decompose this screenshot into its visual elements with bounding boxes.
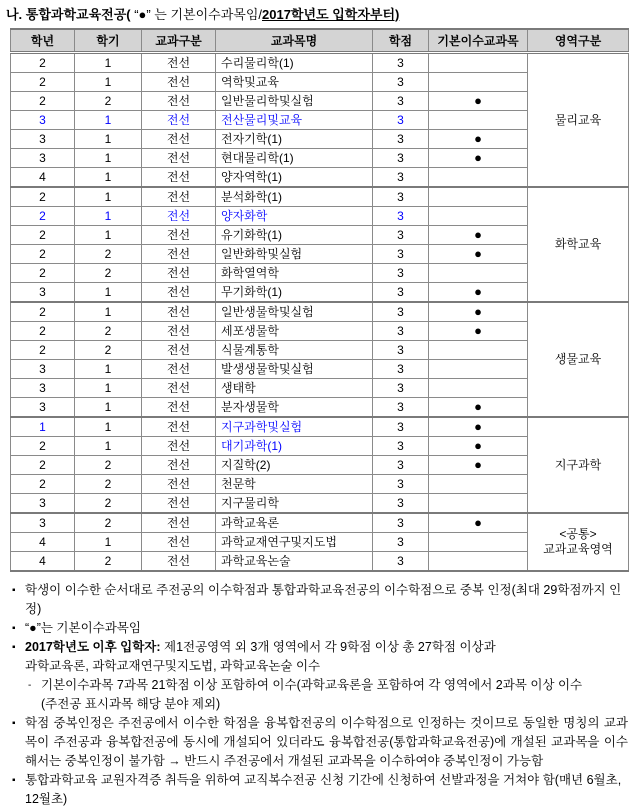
- credits-cell: 3: [373, 360, 429, 379]
- footnote-text: 기본이수과목 7과목 21학점 이상 포함하여 이수(과학교육론을 포함하여 각 영역에서 2과목 이상 이수 (주전공 표시과목 해당 분야 제외): [41, 678, 583, 711]
- area-cell: 화학교육: [528, 187, 629, 302]
- grade-cell: 3: [11, 513, 75, 533]
- semester-cell: 1: [75, 533, 142, 552]
- credits-cell: 3: [373, 245, 429, 264]
- course-table: [10, 28, 629, 572]
- header-row: [11, 29, 629, 53]
- category-cell: 전선: [142, 322, 216, 341]
- grade-cell: 2: [11, 341, 75, 360]
- title-year-note: 2017학년도 입학자부터): [262, 7, 400, 22]
- grade-cell: 2: [11, 187, 75, 207]
- basic-course-empty: [429, 111, 528, 130]
- title-legend-text: “●” 는 기본이수과목임/: [134, 7, 262, 22]
- grade-cell: 2: [11, 226, 75, 245]
- course-name-cell: 일반생물학및실험: [216, 302, 373, 322]
- course-name-cell: 대기과학(1): [216, 437, 373, 456]
- basic-course-empty: [429, 53, 528, 73]
- category-cell: 전선: [142, 456, 216, 475]
- grade-cell: 3: [11, 360, 75, 379]
- grade-cell: 3: [11, 398, 75, 418]
- basic-course-empty: [429, 475, 528, 494]
- semester-cell: 1: [75, 53, 142, 73]
- course-name-cell: 양자역학(1): [216, 168, 373, 188]
- credits-cell: 3: [373, 302, 429, 322]
- course-name-cell: 역학및교육: [216, 73, 373, 92]
- grade-cell: 3: [11, 111, 75, 130]
- credits-cell: 3: [373, 92, 429, 111]
- basic-course-marker: ●: [429, 513, 528, 533]
- basic-course-empty: [429, 552, 528, 572]
- semester-cell: 1: [75, 283, 142, 303]
- course-name-cell: 전자기학(1): [216, 130, 373, 149]
- footnote-bullet: -: [28, 680, 32, 691]
- category-cell: 전선: [142, 187, 216, 207]
- credits-cell: 3: [373, 149, 429, 168]
- grade-cell: 2: [11, 207, 75, 226]
- category-cell: 전선: [142, 379, 216, 398]
- course-name-cell: 식물계통학: [216, 341, 373, 360]
- credits-cell: 3: [373, 283, 429, 303]
- footnote-item: [12, 581, 628, 619]
- basic-course-empty: [429, 360, 528, 379]
- credits-cell: 3: [373, 53, 429, 73]
- credits-cell: 3: [373, 513, 429, 533]
- category-cell: 전선: [142, 302, 216, 322]
- area-cell: 생물교육: [528, 302, 629, 417]
- category-cell: 전선: [142, 417, 216, 437]
- category-cell: 전선: [142, 360, 216, 379]
- basic-course-empty: [429, 73, 528, 92]
- category-cell: 전선: [142, 533, 216, 552]
- category-cell: 전선: [142, 264, 216, 283]
- credits-cell: 3: [373, 379, 429, 398]
- category-cell: 전선: [142, 494, 216, 514]
- credits-cell: 3: [373, 322, 429, 341]
- semester-cell: 2: [75, 513, 142, 533]
- basic-course-empty: [429, 494, 528, 514]
- credits-cell: 3: [373, 130, 429, 149]
- semester-cell: 1: [75, 168, 142, 188]
- basic-course-marker: ●: [429, 283, 528, 303]
- category-cell: 전선: [142, 53, 216, 73]
- category-cell: 전선: [142, 341, 216, 360]
- credits-cell: 3: [373, 533, 429, 552]
- basic-course-empty: [429, 264, 528, 283]
- course-name-cell: 유기화학(1): [216, 226, 373, 245]
- semester-cell: 1: [75, 111, 142, 130]
- category-cell: 전선: [142, 283, 216, 303]
- course-name-cell: 지구과학및실험: [216, 417, 373, 437]
- basic-course-marker: ●: [429, 226, 528, 245]
- basic-course-marker: ●: [429, 398, 528, 418]
- title-section-label: 나. 통합과학교육전공(: [6, 7, 135, 22]
- course-name-cell: 과학교육론: [216, 513, 373, 533]
- footnote-text: 2017학년도 이후 입학자: 제1전공영역 외 3개 영역에서 각 9학점 이상 총 27학점 이상과 과학교육론, 과학교재연구및지도법, 과학교육논술 이수: [25, 640, 496, 673]
- footnote-sub-item: [12, 676, 628, 714]
- grade-cell: 1: [11, 417, 75, 437]
- grade-cell: 3: [11, 379, 75, 398]
- credits-cell: 3: [373, 111, 429, 130]
- semester-cell: 2: [75, 92, 142, 111]
- grade-cell: 4: [11, 552, 75, 572]
- grade-cell: 3: [11, 283, 75, 303]
- footnote-bold-prefix: 2017학년도 이후 입학자:: [25, 640, 164, 654]
- course-name-cell: 분석화학(1): [216, 187, 373, 207]
- basic-course-marker: ●: [429, 130, 528, 149]
- course-table-body: [11, 53, 629, 572]
- grade-cell: 4: [11, 533, 75, 552]
- footnote-text: 학점 중복인정은 주전공에서 이수한 학점을 융복합전공의 이수학점으로 인정하는 것이므로 동일한 명칭의 교과목이 주전공과 융복합전공에 동시에 개설되어 있더라도 융복합전공(통합과학교육전공)에 개설된 교과목을 이수해서는 중복인정이 불가함 → 반드시 주전공에서 개설된 교과목을 이수하여야 중복인정이 가능함: [25, 716, 628, 768]
- credits-cell: 3: [373, 398, 429, 418]
- course-name-cell: 과학교재연구및지도법: [216, 533, 373, 552]
- course-name-cell: 천문학: [216, 475, 373, 494]
- semester-cell: 2: [75, 264, 142, 283]
- semester-cell: 2: [75, 494, 142, 514]
- semester-cell: 1: [75, 437, 142, 456]
- basic-course-empty: [429, 207, 528, 226]
- grade-cell: 2: [11, 264, 75, 283]
- category-cell: 전선: [142, 92, 216, 111]
- footnote-bullet: ▪: [12, 623, 16, 634]
- semester-cell: 1: [75, 149, 142, 168]
- semester-cell: 1: [75, 226, 142, 245]
- credits-cell: 3: [373, 341, 429, 360]
- course-name-cell: 지질학(2): [216, 456, 373, 475]
- footnotes: [12, 581, 628, 809]
- grade-cell: 3: [11, 149, 75, 168]
- footnote-text: 통합과학교육 교원자격증 취득을 위하여 교직복수전공 신청 기간에 신청하여 선발과정을 거쳐야 함(매년 6월초, 12월초): [25, 773, 622, 806]
- credits-cell: 3: [373, 187, 429, 207]
- basic-course-marker: ●: [429, 149, 528, 168]
- semester-cell: 2: [75, 456, 142, 475]
- grade-cell: 4: [11, 168, 75, 188]
- category-cell: 전선: [142, 437, 216, 456]
- credits-cell: 3: [373, 73, 429, 92]
- credits-cell: 3: [373, 264, 429, 283]
- basic-course-marker: ●: [429, 302, 528, 322]
- semester-cell: 2: [75, 552, 142, 572]
- category-cell: 전선: [142, 226, 216, 245]
- course-name-cell: 지구물리학: [216, 494, 373, 514]
- footnote-text: “●”는 기본이수과목임: [25, 621, 141, 635]
- header-grade: 학년: [11, 29, 75, 53]
- header-course-name: 교과목명: [216, 29, 373, 53]
- footnote-bullet: ▪: [12, 775, 16, 786]
- category-cell: 전선: [142, 149, 216, 168]
- course-name-cell: 발생생물학및실험: [216, 360, 373, 379]
- semester-cell: 1: [75, 187, 142, 207]
- grade-cell: 2: [11, 73, 75, 92]
- category-cell: 전선: [142, 207, 216, 226]
- course-name-cell: 전산물리및교육: [216, 111, 373, 130]
- course-name-cell: 현대물리학(1): [216, 149, 373, 168]
- grade-cell: 2: [11, 456, 75, 475]
- grade-cell: 2: [11, 92, 75, 111]
- semester-cell: 2: [75, 245, 142, 264]
- table-row: [11, 513, 629, 533]
- semester-cell: 2: [75, 475, 142, 494]
- grade-cell: 2: [11, 475, 75, 494]
- basic-course-empty: [429, 341, 528, 360]
- basic-course-empty: [429, 187, 528, 207]
- category-cell: 전선: [142, 111, 216, 130]
- basic-course-marker: ●: [429, 417, 528, 437]
- category-cell: 전선: [142, 168, 216, 188]
- course-name-cell: 과학교육논술: [216, 552, 373, 572]
- footnote-item: [12, 638, 628, 676]
- credits-cell: 3: [373, 475, 429, 494]
- semester-cell: 1: [75, 302, 142, 322]
- semester-cell: 1: [75, 130, 142, 149]
- semester-cell: 1: [75, 73, 142, 92]
- header-area: 영역구분: [528, 29, 629, 53]
- category-cell: 전선: [142, 475, 216, 494]
- footnote-item: [12, 714, 628, 771]
- grade-cell: 3: [11, 494, 75, 514]
- semester-cell: 1: [75, 398, 142, 418]
- category-cell: 전선: [142, 130, 216, 149]
- header-semester: 학기: [75, 29, 142, 53]
- semester-cell: 2: [75, 322, 142, 341]
- category-cell: 전선: [142, 513, 216, 533]
- credits-cell: 3: [373, 226, 429, 245]
- course-name-cell: 일반물리학및실험: [216, 92, 373, 111]
- course-name-cell: 생태학: [216, 379, 373, 398]
- credits-cell: 3: [373, 552, 429, 572]
- course-name-cell: 수리물리학(1): [216, 53, 373, 73]
- area-cell: <공통> 교과교육영역: [528, 513, 629, 571]
- table-row: [11, 187, 629, 207]
- basic-course-empty: [429, 168, 528, 188]
- semester-cell: 2: [75, 341, 142, 360]
- credits-cell: 3: [373, 417, 429, 437]
- table-row: [11, 302, 629, 322]
- course-name-cell: 분자생물학: [216, 398, 373, 418]
- grade-cell: 2: [11, 302, 75, 322]
- grade-cell: 2: [11, 437, 75, 456]
- semester-cell: 1: [75, 417, 142, 437]
- header-credits: 학점: [373, 29, 429, 53]
- category-cell: 전선: [142, 245, 216, 264]
- grade-cell: 2: [11, 53, 75, 73]
- table-row: [11, 417, 629, 437]
- footnote-bullet: ▪: [12, 585, 16, 596]
- category-cell: 전선: [142, 552, 216, 572]
- footnote-item: [12, 771, 628, 809]
- basic-course-marker: ●: [429, 456, 528, 475]
- category-cell: 전선: [142, 73, 216, 92]
- table-row: [11, 53, 629, 73]
- header-category: 교과구분: [142, 29, 216, 53]
- basic-course-empty: [429, 379, 528, 398]
- grade-cell: 3: [11, 130, 75, 149]
- page-title: [4, 4, 629, 28]
- credits-cell: 3: [373, 494, 429, 514]
- semester-cell: 1: [75, 207, 142, 226]
- footnote-bullet: ▪: [12, 718, 16, 729]
- credits-cell: 3: [373, 207, 429, 226]
- course-name-cell: 무기화학(1): [216, 283, 373, 303]
- basic-course-empty: [429, 533, 528, 552]
- footnote-bullet: ▪: [12, 642, 16, 653]
- category-cell: 전선: [142, 398, 216, 418]
- course-name-cell: 양자화학: [216, 207, 373, 226]
- basic-course-marker: ●: [429, 437, 528, 456]
- credits-cell: 3: [373, 168, 429, 188]
- footnote-item: [12, 619, 628, 638]
- basic-course-marker: ●: [429, 92, 528, 111]
- area-cell: 물리교육: [528, 53, 629, 188]
- grade-cell: 2: [11, 245, 75, 264]
- grade-cell: 2: [11, 322, 75, 341]
- footnote-text: 학생이 이수한 순서대로 주전공의 이수학점과 통합과학교육전공의 이수학점으로 중복 인정(최대 29학점까지 인정): [25, 583, 622, 616]
- credits-cell: 3: [373, 437, 429, 456]
- course-name-cell: 화학열역학: [216, 264, 373, 283]
- area-cell: 지구과학: [528, 417, 629, 513]
- header-basic-course: 기본이수교과목: [429, 29, 528, 53]
- semester-cell: 1: [75, 379, 142, 398]
- credits-cell: 3: [373, 456, 429, 475]
- semester-cell: 1: [75, 360, 142, 379]
- course-name-cell: 세포생물학: [216, 322, 373, 341]
- basic-course-marker: ●: [429, 245, 528, 264]
- basic-course-marker: ●: [429, 322, 528, 341]
- course-name-cell: 일반화학및실험: [216, 245, 373, 264]
